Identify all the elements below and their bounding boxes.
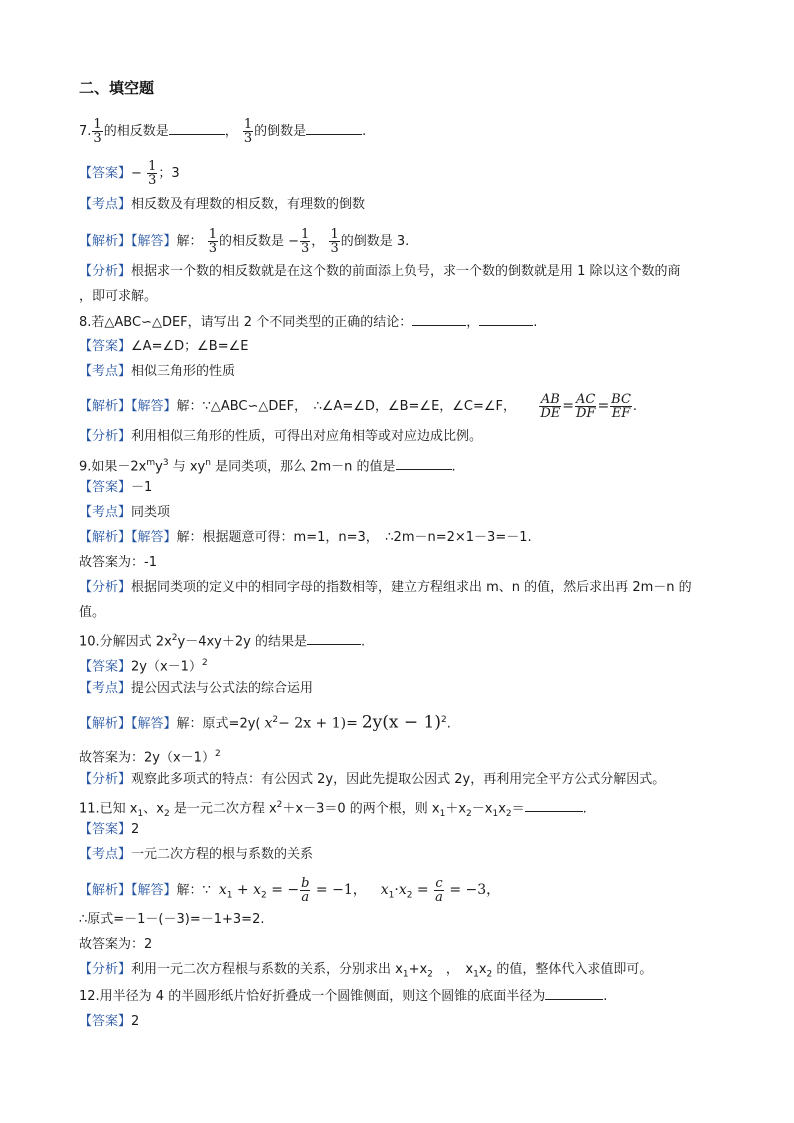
fraction-ab-de: $\frac{AB}{DE}$	[540, 392, 561, 421]
q9-method: 【分析】根据同类项的定义中的相同字母的指数相等，建立方程组求出 m、n 的值，然后求出再 2m－n 的	[79, 580, 692, 595]
question-9: 9.如果$-2x^my^3$ 与 $xy^n$ 是同类项，那么 2m－n 的值是 .	[79, 458, 456, 475]
q9-solution: 【解析】【解答】解：根据题意可得：m=1，n=3， ∴2m－n=2×1－3=－1.	[79, 530, 532, 545]
q11-point: 【考点】一元二次方程的根与系数的关系	[79, 847, 314, 862]
method-label: 【分析】	[79, 962, 132, 977]
q11-final: 故答案为：2	[79, 937, 153, 952]
analysis-label: 【解析】	[79, 399, 132, 414]
analysis-label: 【解析】	[79, 883, 132, 898]
fraction-one-third: $\frac{1}{3}$	[93, 117, 102, 146]
q10-answer: 【答案】$2y(x-1)^2$	[79, 658, 208, 675]
q8-answer: 【答案】∠A=∠D；∠B=∠E	[79, 339, 249, 354]
solution-label: 【解答】	[131, 234, 177, 249]
answer-blank[interactable]	[479, 312, 533, 326]
question-8: 8.若△ABC∽△DEF，请写出 2 个不同类型的正确的结论： ， .	[79, 312, 537, 333]
section-title: 二、填空题	[79, 79, 155, 97]
method-label: 【分析】	[79, 772, 132, 787]
q7-method-cont: ，即可求解。	[79, 289, 158, 304]
answer-label: 【答案】	[79, 480, 132, 495]
q10-method: 【分析】观察此多项式的特点：有公因式 2y，因此先提取公因式 2y，再利用完全平方公式分解因式。	[79, 772, 666, 787]
q8-point: 【考点】相似三角形的性质	[79, 364, 236, 379]
q7-solution: 【解析】【解答】解： $\frac{1}{3}$ 的相反数是 − $\frac{1}{3}$ ， $\frac{1}{3}$ 的倒数是 3.	[79, 227, 410, 256]
fraction-one-third: $\frac{1}{3}$	[148, 159, 157, 188]
q11-method: 【分析】利用一元二次方程根与系数的关系，分别求出 $x_1+x_2$ ， $x_1x_2$ 的值，整体代入求值即可。	[79, 962, 653, 980]
point-label: 【考点】	[79, 505, 132, 520]
question-text: 的倒数是	[254, 124, 307, 139]
q8-method: 【分析】利用相似三角形的性质，可得出对应角相等或对应边成比例。	[79, 429, 483, 444]
method-label: 【分析】	[79, 580, 132, 595]
point-label: 【考点】	[79, 364, 132, 379]
q9-answer: 【答案】－1	[79, 480, 153, 495]
q11-therefore: ∴原式=－1－(－3)=－1+3=2.	[79, 912, 265, 927]
answer-label: 【答案】	[79, 1014, 132, 1029]
fraction-one-third: $\frac{1}{3}$	[301, 227, 310, 256]
q7-point: 【考点】相反数及有理数的相反数，有理数的倒数	[79, 197, 366, 212]
solution-label: 【解答】	[131, 883, 177, 898]
answer-blank[interactable]	[545, 986, 603, 1000]
question-text: 的相反数是	[103, 124, 169, 139]
solution-label: 【解答】	[131, 716, 177, 732]
q11-solution: 【解析】【解答】解：∵ $x_1 + x_2$ = − $\frac{b}{a}$ = −1， $x_1\cdot x_2$ = $\frac{c}{a}$ = −3，	[79, 876, 501, 905]
fraction-ac-df: $\frac{AC}{DF}$	[575, 392, 596, 421]
answer-label: 【答案】	[79, 822, 132, 837]
q10-final: 故答案为：$2y(x-1)^2$	[79, 749, 221, 766]
q9-final: 故答案为：-1	[79, 555, 157, 570]
analysis-label: 【解析】	[79, 530, 132, 545]
q11-answer: 【答案】2	[79, 822, 140, 837]
q9-point: 【考点】同类项	[79, 505, 171, 520]
fraction-one-third: $\frac{1}{3}$	[208, 227, 217, 256]
q7-answer: 【答案】− $\frac{1}{3}$ ；3	[79, 159, 180, 188]
fraction-one-third: $\frac{1}{3}$	[243, 117, 253, 146]
fraction-bc-ef: $\frac{BC}{EF}$	[611, 392, 631, 421]
q10-point: 【考点】提公因式法与公式法的综合运用	[79, 681, 314, 696]
point-label: 【考点】	[79, 847, 132, 862]
answer-blank[interactable]	[307, 631, 361, 645]
fraction-c-a: $\frac{c}{a}$	[435, 876, 443, 905]
fraction-b-a: $\frac{b}{a}$	[301, 876, 310, 905]
answer-blank[interactable]	[396, 456, 452, 470]
point-label: 【考点】	[79, 681, 132, 696]
q7-method: 【分析】根据求一个数的相反数就是在这个数的前面添上负号，求一个数的倒数就是用 1 除以这个数的商	[79, 264, 681, 279]
question-11: 11.已知 $x_1$、$x_2$ 是一元二次方程 $x^2+x-3=0$ 的两个根，则 $x_1+x_2-x_1x_2=$ .	[79, 800, 587, 819]
answer-label: 【答案】	[79, 339, 132, 354]
solution-label: 【解答】	[131, 399, 177, 414]
question-7: 7. $\frac{1}{3}$ 的相反数是 ， $\frac{1}{3}$ 的倒数是 .	[79, 117, 367, 146]
answer-blank[interactable]	[169, 121, 225, 135]
fraction-one-third: $\frac{1}{3}$	[330, 227, 339, 256]
q12-answer: 【答案】2	[79, 1014, 140, 1029]
answer-blank[interactable]	[412, 312, 466, 326]
question-number: 7.	[79, 124, 92, 139]
answer-blank[interactable]	[306, 121, 362, 135]
method-label: 【分析】	[79, 429, 132, 444]
q10-solution: 【解析】【解答】解：原式=2y( $x^2- 2x + 1)= 2y(x - 1)^2$.	[79, 712, 451, 733]
analysis-label: 【解析】	[79, 716, 132, 732]
q9-method-cont: 值。	[79, 605, 106, 620]
question-12: 12.用半径为 4 的半圆形纸片恰好折叠成一个圆锥侧面，则这个圆锥的底面半径为 .	[79, 986, 607, 1007]
answer-label: 【答案】	[79, 166, 132, 181]
q8-solution: 【解析】【解答】解：∵△ABC∽△DEF， ∴∠A=∠D，∠B=∠E，∠C=∠F， $\frac{AB}{DE}$ = $\frac{AC}{DF}$ = $\frac{BC}{EF}$ .	[79, 392, 638, 421]
answer-blank[interactable]	[525, 798, 583, 812]
question-10: 10.分解因式 $2x^2y-4xy+2y$ 的结果是 .	[79, 633, 366, 650]
point-label: 【考点】	[79, 197, 132, 212]
method-label: 【分析】	[79, 264, 132, 279]
analysis-label: 【解析】	[79, 234, 132, 249]
solution-label: 【解答】	[131, 530, 177, 545]
answer-label: 【答案】	[79, 659, 132, 675]
